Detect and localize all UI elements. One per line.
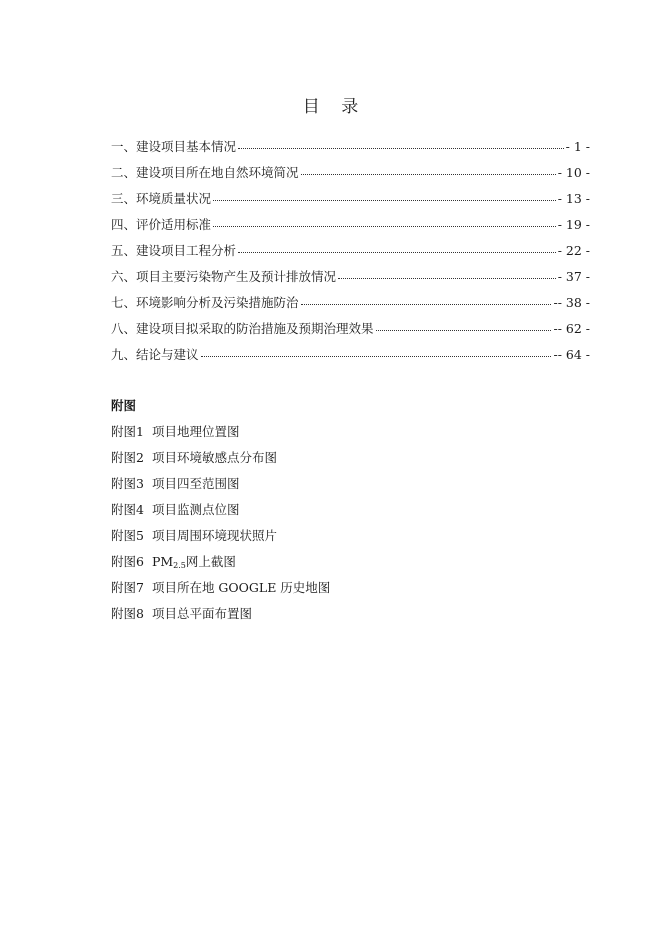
toc-leader-dots <box>301 173 556 175</box>
toc-leader-dots <box>301 303 552 305</box>
toc-leader-dots <box>213 225 556 227</box>
figure-item <box>111 526 590 552</box>
toc-entry-label: 一、建设项目基本情况 <box>111 139 237 154</box>
toc-entry[interactable] <box>111 267 590 293</box>
toc-entry-page: - 37 - <box>557 269 590 284</box>
toc-entry-label: 九、结论与建议 <box>111 347 199 362</box>
figure-title: 项目四至范围图 <box>151 476 240 491</box>
toc-entry-label: 二、建设项目所在地自然环境简况 <box>111 165 299 180</box>
toc-entry-label: 七、环境影响分析及污染措施防治 <box>111 295 299 310</box>
figure-item <box>111 578 590 604</box>
figure-list <box>111 422 590 630</box>
figure-item <box>111 474 590 500</box>
figure-title: 项目周围环境现状照片 <box>151 528 277 543</box>
toc-leader-dots <box>201 355 552 357</box>
toc-leader-dots <box>238 251 556 253</box>
figure-title-subscript: 2.5 <box>173 561 186 570</box>
figure-item <box>111 500 590 526</box>
toc-leader-dots <box>238 147 564 149</box>
figure-number: 附图4 <box>111 502 144 517</box>
figure-title: 项目总平面布置图 <box>151 606 252 621</box>
figure-number: 附图8 <box>111 606 144 621</box>
toc-entry-page: -- 62 - <box>553 321 590 336</box>
figure-item <box>111 448 590 474</box>
toc-entry-page: - 1 - <box>565 139 590 154</box>
toc-entry[interactable] <box>111 345 590 371</box>
toc-entry[interactable] <box>111 215 590 241</box>
figure-number: 附图2 <box>111 450 144 465</box>
toc-entry[interactable] <box>111 163 590 189</box>
appendix-heading: 附图 <box>111 398 137 413</box>
figure-number: 附图7 <box>111 580 144 595</box>
toc-entry-label: 八、建设项目拟采取的防治措施及预期治理效果 <box>111 321 374 336</box>
toc-entry-label: 四、评价适用标准 <box>111 217 212 232</box>
toc-entry[interactable] <box>111 137 590 163</box>
toc-entry-page: -- 64 - <box>553 347 590 362</box>
toc-entry[interactable] <box>111 293 590 319</box>
figure-title: 项目所在地 GOOGLE 历史地图 <box>151 580 331 595</box>
figure-item <box>111 604 590 630</box>
page-title: 目 录 <box>302 97 360 117</box>
toc-entry-page: -- 38 - <box>553 295 590 310</box>
toc-leader-dots <box>338 277 556 279</box>
figure-title-suffix: 网上截图 <box>185 554 236 569</box>
table-of-contents <box>111 137 590 371</box>
figure-number: 附图3 <box>111 476 144 491</box>
figure-title: 项目监测点位图 <box>151 502 240 517</box>
figure-number: 附图1 <box>111 424 144 439</box>
toc-entry-page: - 19 - <box>557 217 590 232</box>
toc-entry-page: - 22 - <box>557 243 590 258</box>
toc-entry[interactable] <box>111 319 590 345</box>
figure-title: 项目地理位置图 <box>151 424 240 439</box>
toc-entry-label: 三、环境质量状况 <box>111 191 212 206</box>
figure-item <box>111 552 590 578</box>
figure-number: 附图6 <box>111 554 144 569</box>
figure-number: 附图5 <box>111 528 144 543</box>
toc-entry-label: 五、建设项目工程分析 <box>111 243 237 258</box>
toc-entry-page: - 10 - <box>557 165 590 180</box>
toc-entry[interactable] <box>111 241 590 267</box>
figure-title-prefix: PM <box>151 554 174 569</box>
toc-entry-page: - 13 - <box>557 191 590 206</box>
figure-item <box>111 422 590 448</box>
figure-title: 项目环境敏感点分布图 <box>151 450 277 465</box>
toc-entry-label: 六、项目主要污染物产生及预计排放情况 <box>111 269 337 284</box>
toc-entry[interactable] <box>111 189 590 215</box>
toc-leader-dots <box>213 199 556 201</box>
appendix-section <box>111 396 590 630</box>
toc-leader-dots <box>376 329 552 331</box>
